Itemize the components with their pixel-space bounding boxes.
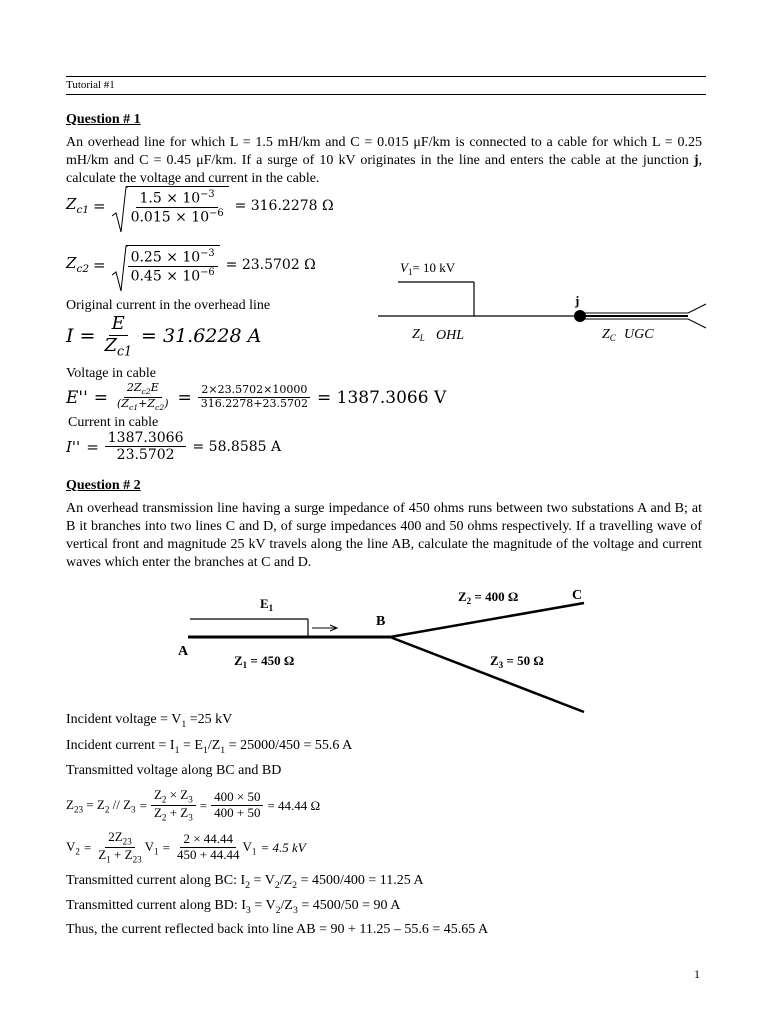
zl-label: $Z_L$: [412, 327, 425, 343]
equation-i-double-prime: [66, 430, 281, 463]
junction-label: j: [575, 293, 580, 308]
transmitted-current-bd-line: Transmitted current along BD: $I_3 = V_2/Z_3 = 4500/50 = 90$ A: [66, 898, 401, 916]
problem-text-end: , calculate the voltage and current in the cable.: [66, 153, 702, 186]
e-lhs: E'': [66, 387, 88, 408]
v2-v1-factor-numeric: $V_1$: [242, 838, 257, 857]
v2-numerator-numeric: 2 × 44.44: [180, 832, 236, 848]
header-rule-top: [66, 76, 706, 77]
equals-sign: =: [162, 839, 170, 855]
v2-v1-factor: $V_1$: [144, 838, 159, 857]
v2-lhs: $V_2$: [66, 838, 80, 857]
cable-end-top: [688, 304, 706, 313]
zc2-result: = 23.5702 Ω: [225, 256, 316, 273]
ii-denominator: 23.5702: [116, 447, 175, 464]
z2-label: $Z_2 = 400$ Ω: [458, 589, 519, 606]
e-numerator-numeric: 2×23.5702×10000: [198, 384, 310, 398]
equals-sign: =: [139, 797, 147, 813]
node-b-label: B: [376, 614, 386, 629]
z23-numerator: $Z_2 \times Z_3$: [151, 788, 196, 806]
equals-sign: =: [93, 255, 106, 274]
i-result: = 31.6228 A: [141, 325, 262, 348]
zc-label: $Z_C$: [602, 327, 616, 343]
equation-i: [66, 314, 261, 359]
branch-line-diagram: [172, 580, 592, 714]
header-rule-bottom: [66, 94, 706, 95]
voltage-in-cable-label: Voltage in cable: [66, 366, 156, 381]
z1-label: $Z_1 = 450$ Ω: [234, 653, 295, 670]
equals-sign: =: [93, 387, 109, 408]
v1-label: $V_1= 10$ kV: [400, 260, 456, 277]
v2-denominator-numeric: 450 + 44.44: [176, 847, 240, 863]
i-numerator: E: [109, 314, 128, 336]
e-denominator: $(Z_{c1}+Z_{c2})$: [117, 397, 169, 413]
ohl-ugc-diagram: [370, 250, 710, 350]
equation-z23: [66, 788, 320, 823]
e-denominator-numeric: 316.2278+23.5702: [200, 397, 308, 411]
question-2-title: Question # 2: [66, 478, 141, 493]
z23-lhs: $Z_{23} = Z_2 // Z_3$: [66, 796, 136, 815]
question-1-problem: [66, 134, 702, 188]
question-1-title: Question # 1: [66, 112, 141, 127]
ii-lhs: I'': [66, 437, 81, 456]
zc1-denominator: $0.015 \times 10^{-6}$: [130, 207, 224, 226]
ugc-label: UGC: [624, 327, 654, 342]
z23-denominator-numeric: 400 + 50: [214, 805, 261, 821]
zc1-numerator: $1.5 \times 10^{-3}$: [136, 189, 217, 208]
equals-sign: =: [199, 797, 208, 813]
equals-sign: =: [83, 839, 92, 855]
equation-zc1: [66, 186, 334, 226]
current-in-cable-label: Current in cable: [68, 415, 159, 430]
z23-numerator-numeric: 400 × 50: [211, 790, 263, 806]
node-c-label: C: [572, 588, 583, 603]
ii-result: = 58.8585 A: [192, 438, 282, 455]
equals-sign: =: [177, 387, 192, 408]
equals-sign: =: [79, 325, 96, 348]
e-result: = 1387.3066 V: [316, 387, 447, 408]
ohl-label: OHL: [436, 328, 465, 343]
page-number: 1: [694, 967, 700, 981]
v2-denominator: $Z_1 + Z_{23}$: [98, 847, 142, 865]
sqrt-sign: [112, 245, 220, 285]
node-a-label: A: [178, 644, 189, 659]
cable-end-bottom: [688, 319, 706, 328]
z23-result: = 44.44 Ω: [267, 797, 321, 813]
sqrt-sign: [112, 186, 229, 226]
i-lhs: I: [66, 325, 74, 348]
line-bc: [390, 603, 584, 637]
zc2-lhs: $Z_{c2}$: [66, 254, 89, 276]
question-2-problem: An overhead transmission line having a surge impedance of 450 ohms runs between two substations A and B; at B it branches into two lines C and D, of surge impedances 400 and 50 ohms respectively. If a travelling wave of vertical front and magnitude 25 kV travels along the line AB, calculate the magnitude of the voltage and current waves which enter the branches at C and D.: [66, 501, 702, 570]
original-current-label: Original current in the overhead line: [66, 298, 271, 313]
e1-label: $E_1$: [260, 596, 274, 613]
v2-numerator: $2Z_{23}$: [105, 830, 135, 848]
equation-zc2: [66, 245, 316, 285]
zc1-result: = 316.2278 Ω: [234, 197, 334, 214]
zc1-lhs: $Z_{c1}$: [66, 195, 89, 217]
e-numerator: $2Z_{c2}E$: [124, 382, 162, 398]
line-bd: [390, 637, 584, 712]
z3-label: $Z_3 = 50$ Ω: [490, 653, 544, 670]
equals-sign: =: [86, 437, 99, 456]
z23-denominator: $Z_2 + Z_3$: [153, 805, 193, 823]
equation-e-double-prime: [66, 382, 446, 413]
header-title: Tutorial #1: [66, 79, 115, 91]
equals-sign: =: [93, 196, 106, 215]
zc2-numerator: $0.25 \times 10^{-3}$: [128, 248, 218, 267]
incident-voltage-line: Incident voltage = $V_1 =25$ kV: [66, 712, 233, 730]
zc2-denominator: $0.45 \times 10^{-6}$: [130, 266, 215, 285]
v2-result: = 4.5 kV: [260, 839, 306, 855]
reflected-current-line: Thus, the current reflected back into line AB = 90 + 11.25 – 55.6 = 45.65 A: [66, 922, 489, 937]
ii-numerator: 1387.3066: [105, 430, 187, 447]
incident-current-line: Incident current = $I_1 = E_1/Z_1 = 25000/450 = 55.6$ A: [66, 738, 353, 756]
i-denominator: $Z_{c1}$: [104, 334, 133, 359]
junction-ref: j: [693, 153, 699, 168]
equation-v2: [66, 830, 306, 865]
transmitted-current-bc-line: Transmitted current along BC: $I_2 = V_2/Z_2 = 4500/400 = 11.25$ A: [66, 873, 424, 891]
transmitted-voltage-line: Transmitted voltage along BC and BD: [66, 763, 282, 778]
problem-text: An overhead line for which L = 1.5 mH/km and C = 0.015 μF/km is connected to a cable for which L = 0.25 mH/km and C = 0.45 μF/km. If a surge of 10 kV originates in the line and enters the cable at the junction: [66, 135, 702, 168]
